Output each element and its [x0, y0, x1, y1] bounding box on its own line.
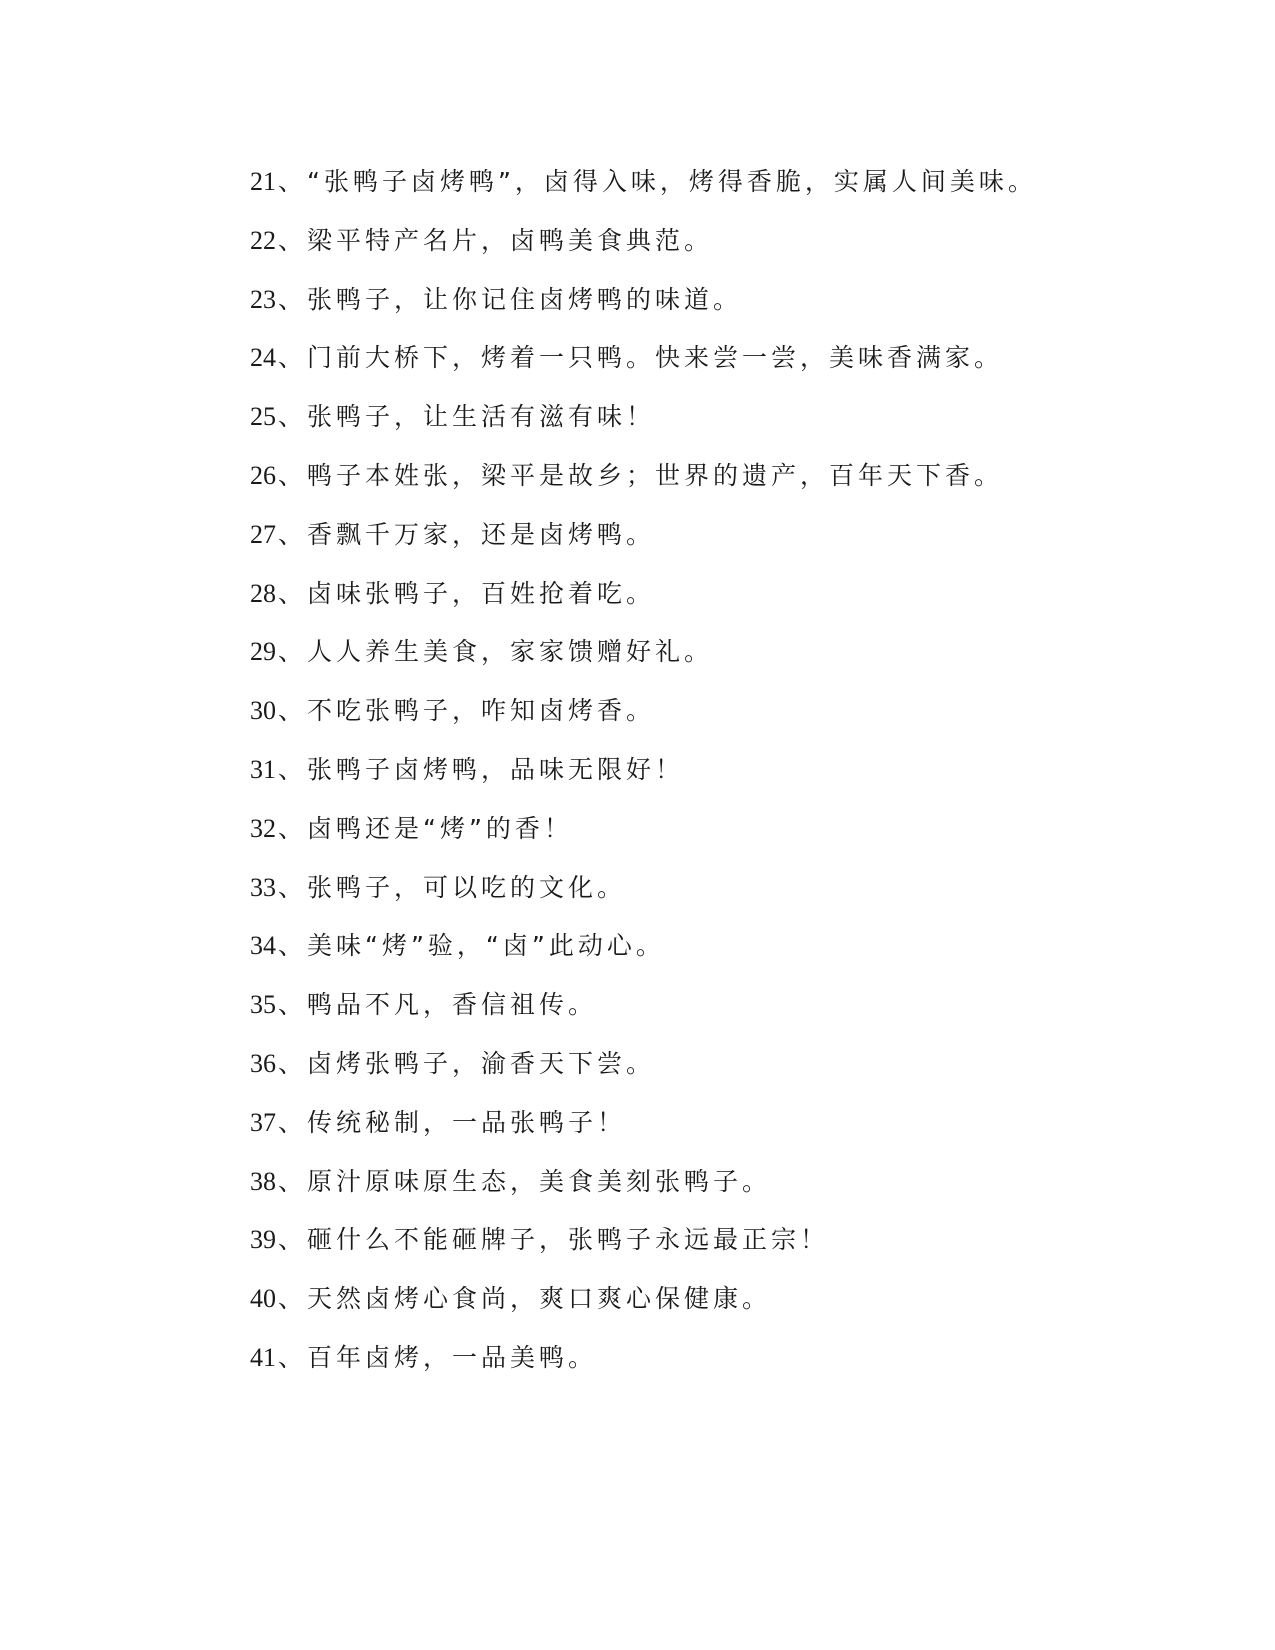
item-text: “张鸭子卤烤鸭”，卤得入味，烤得香脆，实属人间美味。 — [307, 167, 1037, 196]
item-number: 37 — [250, 1107, 276, 1137]
item-text: 原汁原味原生态，美食美刻张鸭子。 — [307, 1166, 772, 1196]
item-separator: 、 — [278, 460, 304, 490]
item-number: 33 — [250, 872, 276, 902]
item-separator: 、 — [278, 872, 304, 902]
item-separator: 、 — [278, 1107, 304, 1137]
item-separator: 、 — [278, 754, 304, 784]
item-text: 鸭品不凡，香信祖传。 — [307, 990, 598, 1020]
item-text: 传统秘制，一品张鸭子！ — [307, 1107, 627, 1137]
list-item — [250, 1044, 1230, 1103]
list-item — [250, 750, 1230, 809]
item-separator: 、 — [278, 225, 304, 255]
item-number: 24 — [250, 343, 276, 373]
item-separator: 、 — [278, 402, 304, 432]
list-item — [250, 221, 1230, 280]
list-item — [250, 926, 1230, 985]
item-text: 美味“烤”验，“卤”此动心。 — [307, 931, 665, 961]
item-separator: 、 — [278, 1166, 304, 1196]
item-text: 鸭子本姓张，梁平是故乡；世界的遗产，百年天下香。 — [307, 460, 1004, 490]
item-text: 百年卤烤，一品美鸭。 — [307, 1342, 598, 1372]
item-number: 35 — [250, 990, 276, 1020]
list-item — [250, 1279, 1230, 1338]
item-separator: 、 — [278, 1284, 304, 1314]
item-text: 梁平特产名片，卤鸭美食典范。 — [307, 225, 714, 255]
list-item — [250, 1220, 1230, 1279]
item-text: 张鸭子，可以吃的文化。 — [307, 872, 627, 902]
item-separator: 、 — [278, 578, 304, 608]
item-separator: 、 — [278, 519, 304, 549]
item-separator: 、 — [278, 990, 304, 1020]
list-item — [250, 162, 1230, 221]
item-number: 31 — [250, 754, 276, 784]
list-item — [250, 456, 1230, 515]
item-text: 门前大桥下，烤着一只鸭。快来尝一尝，美味香满家。 — [307, 343, 1004, 373]
item-text: 香飘千万家，还是卤烤鸭。 — [307, 519, 656, 549]
item-text: 人人养生美食，家家馈赠好礼。 — [307, 637, 714, 667]
item-number: 28 — [250, 578, 276, 608]
item-text: 卤烤张鸭子，渝香天下尝。 — [307, 1048, 656, 1078]
item-number: 23 — [250, 284, 276, 314]
item-text: 张鸭子，让你记住卤烤鸭的味道。 — [307, 284, 743, 314]
item-separator: 、 — [278, 696, 304, 726]
list-item — [250, 515, 1230, 574]
item-number: 38 — [250, 1166, 276, 1196]
list-item — [250, 985, 1230, 1044]
item-number: 29 — [250, 637, 276, 667]
item-number: 34 — [250, 931, 276, 961]
item-separator: 、 — [278, 1342, 304, 1372]
item-number: 26 — [250, 460, 276, 490]
item-text: 不吃张鸭子，咋知卤烤香。 — [307, 696, 656, 726]
list-item — [250, 868, 1230, 927]
list-item — [250, 280, 1230, 339]
item-text: 砸什么不能砸牌子，张鸭子永远最正宗！ — [307, 1225, 830, 1255]
list-item — [250, 809, 1230, 868]
item-number: 25 — [250, 402, 276, 432]
item-text: 张鸭子卤烤鸭，品味无限好！ — [307, 754, 685, 784]
list-item — [250, 338, 1230, 397]
item-separator: 、 — [278, 1048, 304, 1078]
item-separator: 、 — [278, 1225, 304, 1255]
item-number: 21 — [250, 167, 276, 196]
item-separator: 、 — [278, 813, 304, 843]
item-number: 36 — [250, 1048, 276, 1078]
item-separator: 、 — [278, 284, 304, 314]
item-number: 40 — [250, 1284, 276, 1314]
list-item — [250, 1338, 1230, 1397]
list-item — [250, 397, 1230, 456]
list-item — [250, 574, 1230, 633]
item-separator: 、 — [278, 931, 304, 961]
item-number: 41 — [250, 1342, 276, 1372]
item-text: 张鸭子，让生活有滋有味！ — [307, 402, 656, 432]
item-number: 22 — [250, 225, 276, 255]
item-number: 32 — [250, 813, 276, 843]
item-number: 39 — [250, 1225, 276, 1255]
item-number: 30 — [250, 696, 276, 726]
item-text: 天然卤烤心食尚，爽口爽心保健康。 — [307, 1284, 772, 1314]
item-separator: 、 — [278, 343, 304, 373]
item-text: 卤味张鸭子，百姓抢着吃。 — [307, 578, 656, 608]
item-separator: 、 — [278, 167, 304, 196]
list-item — [250, 691, 1230, 750]
slogan-list — [250, 162, 1230, 1397]
item-number: 27 — [250, 519, 276, 549]
item-text: 卤鸭还是“烤”的香！ — [307, 813, 573, 843]
list-item — [250, 1162, 1230, 1221]
list-item — [250, 1103, 1230, 1162]
list-item — [250, 632, 1230, 691]
item-separator: 、 — [278, 637, 304, 667]
